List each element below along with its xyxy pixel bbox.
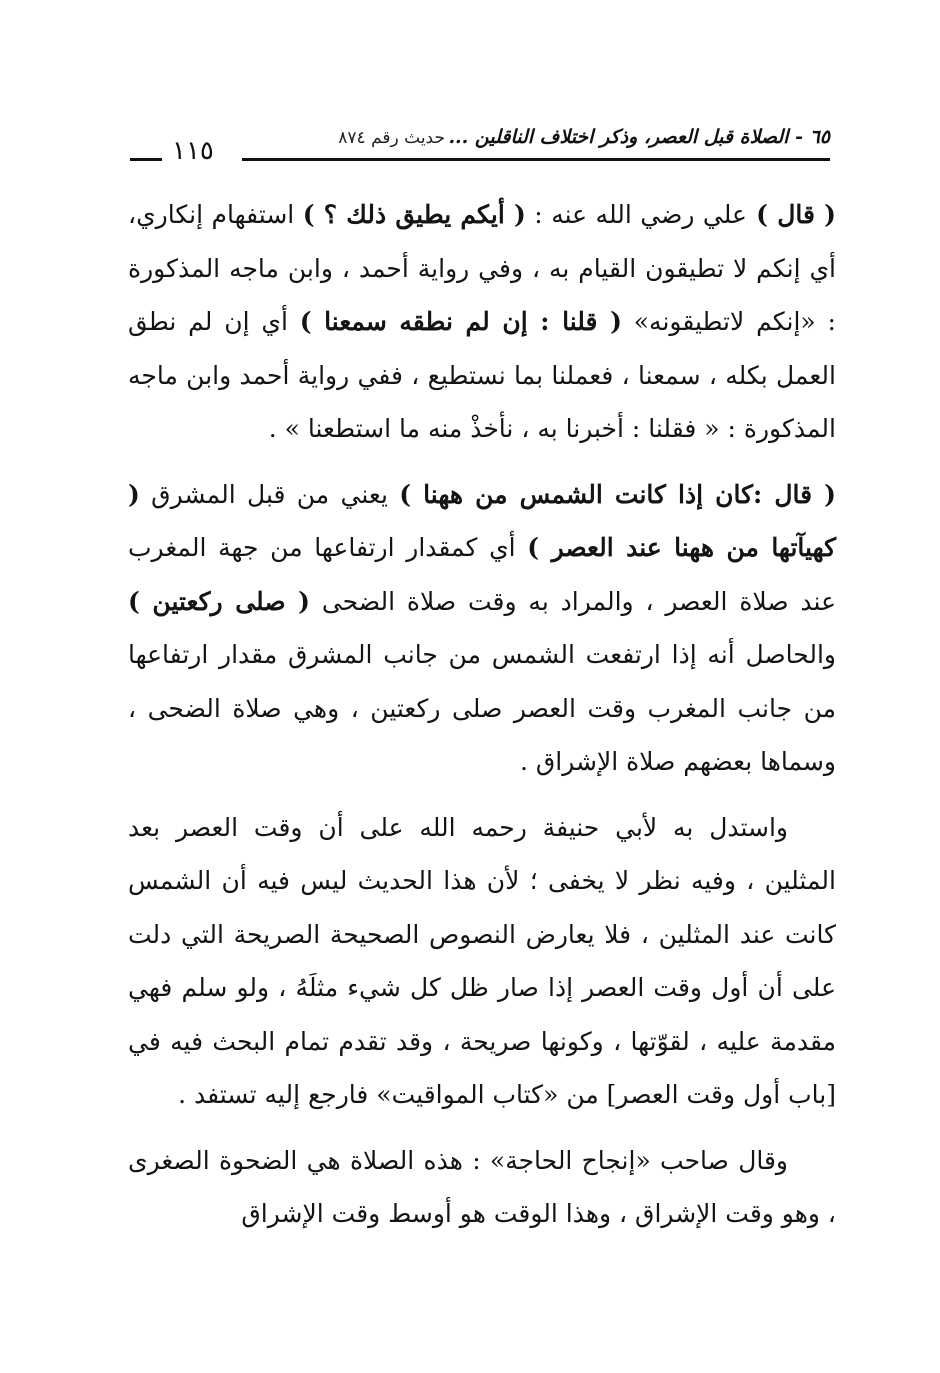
paragraph-2 (128, 468, 836, 789)
commentary-lemma: ( قال ) (746, 200, 837, 229)
text-segment: والحاصل أنه إذا ارتفعت الشمس من جانب المشرق مقدار ارتفاعها من جانب المغرب وقت العصر صلى ركعتين ، وهي صلاة الضحى ، وسماها بعضهم صلاة الإشراق . (128, 640, 836, 776)
hadith-reference: حديث رقم ٨٧٤ (338, 128, 445, 148)
page-number-dash (130, 158, 162, 161)
running-header (130, 122, 830, 166)
chapter-title: ٦٥ - الصلاة قبل العصر، وذكر اختلاف الناقلين ... (448, 126, 830, 148)
commentary-lemma: ( أيكم يطيق ذلك ؟ ) (302, 200, 526, 229)
paragraph-4 (128, 1134, 836, 1241)
paragraph-1 (128, 188, 836, 456)
commentary-lemma: ( كهيآتها من ههنا عند العصر ) (128, 479, 836, 562)
header-rule (242, 158, 830, 161)
commentary-lemma: ( صلى ركعتين ) (128, 586, 310, 616)
commentary-lemma: ( قلنا : إن لم نطقه سمعنا ) (299, 307, 622, 336)
commentary-lemma: ( قال :كان إذا كانت الشمس من ههنا ) (399, 479, 836, 509)
body-text (128, 188, 836, 1253)
paragraph-3 (128, 801, 836, 1122)
text-segment: وقال صاحب «إنجاح الحاجة» : هذه الصلاة هي الضحوة الصغرى ، وهو وقت الإشراق ، وهذا الوقت هو أوسط وقت الإشراق (128, 1145, 836, 1228)
text-segment: استفهام إنكاري، أي إنكم لا تطيقون القيام به ، وفي رواية أحمد ، وابن ماجه المذكورة : «إنكم لاتطيقونه» (128, 200, 836, 336)
text-segment: يعني من قبل المشرق (139, 479, 400, 509)
text-segment: أي إن لم نطق العمل بكله ، سمعنا ، فعملنا بما نستطيع ، ففي رواية أحمد وابن ماجه المذكورة : « فقلنا : أخبرنا به ، نأخذْ منه ما استطعنا » . (128, 307, 836, 443)
text-segment: واستدل به لأبي حنيفة رحمه الله على أن وقت العصر بعد المثلين ، وفيه نظر لا يخفى ؛ لأن هذا الحديث ليس فيه أن الشمس كانت عند المثلين ، فلا يعارض النصوص الصحيحة الصريحة التي دلت على أن أول وقت العصر إذا صار ظل كل شيء مثلَهُ ، ولو سلم فهي مقدمة عليه ، لقوّتها ، وكونها صريحة ، وقد تقدم تمام البحث فيه في [باب أول وقت العصر] من «كتاب المواقيت» فارجع إليه تستفد . (128, 812, 836, 1109)
text-segment: علي رضي الله عنه : (525, 200, 747, 229)
page-number: ١١٥ (172, 136, 214, 166)
text-segment: أي كمقدار ارتفاعها من جهة المغرب عند صلاة العصر ، والمراد به وقت صلاة الضحى (128, 533, 836, 616)
